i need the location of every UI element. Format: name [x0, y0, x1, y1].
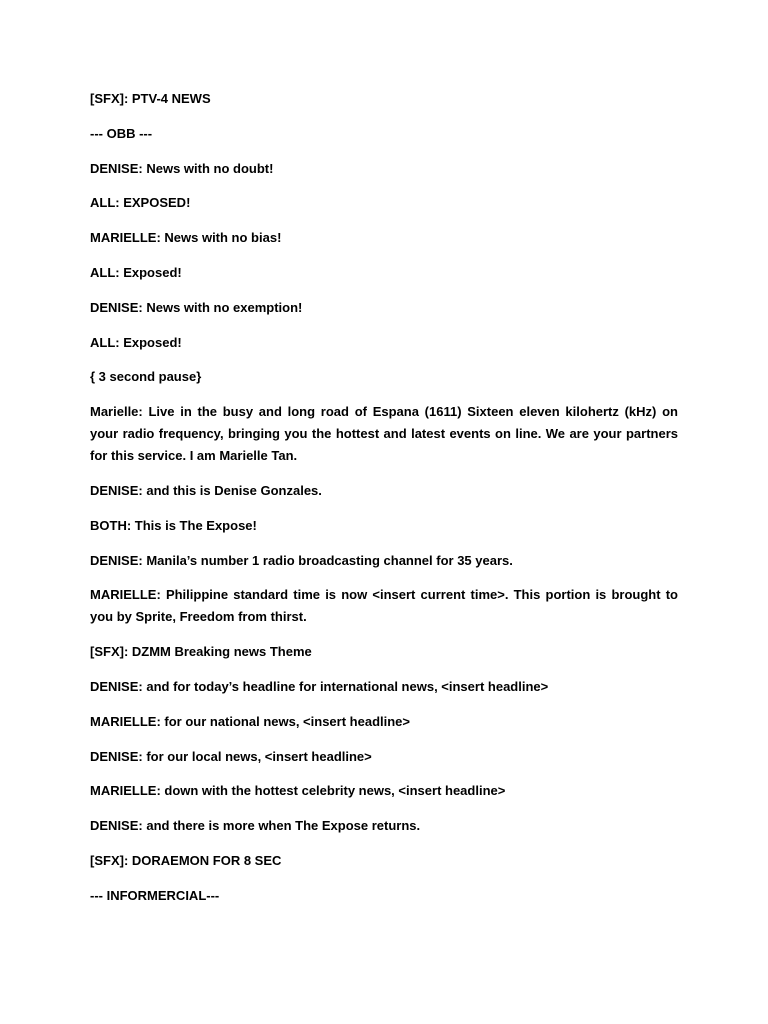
script-paragraph: [90, 366, 678, 388]
script-line: DENISE: Manila’s number 1 radio broadcasting channel for 35 years.: [90, 552, 513, 568]
script-paragraph: [90, 227, 678, 249]
script-paragraph: [90, 332, 678, 354]
script-line: DENISE: and this is Denise Gonzales.: [90, 482, 322, 498]
script-line: ALL: EXPOSED!: [90, 195, 191, 211]
script-line: BOTH: This is The Expose!: [90, 517, 257, 533]
script-paragraph: [90, 123, 678, 145]
script-line: DENISE: and for today’s headline for international news, <insert headline>: [90, 678, 549, 694]
script-line: { 3 second pause}: [90, 369, 202, 385]
script-line: DENISE: News with no doubt!: [90, 160, 274, 176]
script-line: MARIELLE: News with no bias!: [90, 230, 282, 246]
script-paragraph: [90, 550, 678, 572]
script-line: your radio frequency, bringing you the hottest and latest events on line. We are your partners: [90, 426, 678, 442]
script-line: MARIELLE: down with the hottest celebrity news, <insert headline>: [90, 783, 506, 799]
script-paragraph: [90, 746, 678, 768]
script-paragraph: [90, 885, 678, 907]
script-line: --- INFORMERCIAL---: [90, 887, 220, 903]
script-line: DENISE: and there is more when The Expose returns.: [90, 818, 421, 834]
script-paragraph: [90, 297, 678, 319]
script-paragraph: [90, 815, 678, 837]
script-line: --- OBB ---: [90, 125, 153, 141]
script-paragraph: [90, 676, 678, 698]
script-paragraph: [90, 158, 678, 180]
script-line: DENISE: News with no exemption!: [90, 299, 303, 315]
script-paragraph: [90, 850, 678, 872]
script-paragraph: [90, 480, 678, 502]
script-paragraph: [90, 641, 678, 663]
script-line: ALL: Exposed!: [90, 334, 182, 350]
script-line: ALL: Exposed!: [90, 264, 182, 280]
script-line: you by Sprite, Freedom from thirst.: [90, 609, 307, 625]
script-paragraph: [90, 584, 678, 628]
script-line: [SFX]: DZMM Breaking news Theme: [90, 644, 312, 660]
script-line: MARIELLE: Philippine standard time is now <insert current time>. This portion is brought to: [90, 587, 678, 603]
script-line: [SFX]: PTV-4 NEWS: [90, 91, 211, 106]
script-line: MARIELLE: for our national news, <insert headline>: [90, 713, 410, 729]
script-line: [SFX]: DORAEMON FOR 8 SEC: [90, 852, 282, 868]
script-paragraph: [90, 262, 678, 284]
script-line: for this service. I am Marielle Tan.: [90, 448, 298, 464]
script-line: DENISE: for our local news, <insert headline>: [90, 748, 372, 764]
script-paragraph: [90, 515, 678, 537]
script-paragraph: [90, 711, 678, 733]
script-paragraph: [90, 88, 678, 110]
script-text: [90, 88, 678, 907]
script-paragraph: [90, 401, 678, 467]
script-paragraph: [90, 192, 678, 214]
script-line: Marielle: Live in the busy and long road of Espana (1611) Sixteen eleven kilohertz (kHz) on: [90, 404, 678, 420]
script-paragraph: [90, 780, 678, 802]
